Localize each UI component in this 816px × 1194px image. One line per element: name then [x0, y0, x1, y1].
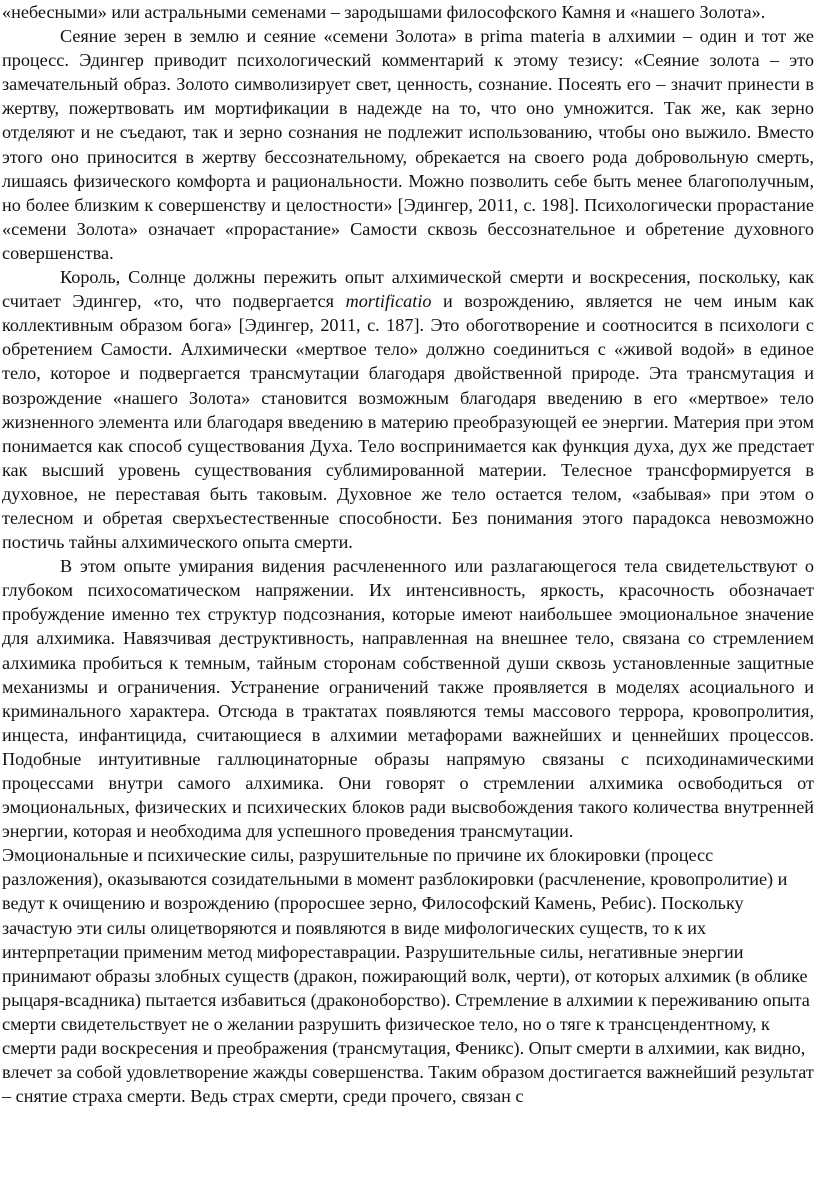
- paragraph-text: «небесными» или астральными семенами – зародышами философского Камня и «нашего Золота».: [2, 2, 766, 22]
- paragraph: [2, 265, 814, 554]
- paragraph: [2, 554, 814, 843]
- paragraph: [2, 843, 814, 1108]
- paragraph-text: Эмоциональные и психические силы, разрушительные по причине их блокировки (процесс разложения), оказываются созидательными в момент разблокировки (расчленение, кровопролитие) и ведут к очищению и возрождению (проросшее зерно, Философский Камень, Ребис). Поскольку зачастую эти силы олицетворяются и появляются в виде мифологических существ, то к их интерпретации применим метод мифореставрации. Разрушительные силы, негативные энергии принимают образы злобных существ (дракон, пожирающий волк, черти), от которых алхимик (в облике рыцаря-всадника) пытается избавиться (драконоборство). Стремление в алхимии к переживанию опыта смерти свидетельствует не о желании разрушить физическое тело, но о тяге к трансцендентному, к смерти ради воскресения и преображения (трансмутация, Феникс). Опыт смерти в алхимии, как видно, влечет за собой удовлетворение жажды совершенства. Таким образом достигается важнейший результат – снятие страха смерти. Ведь страх смерти, среди прочего, связан с: [2, 845, 814, 1107]
- paragraph: [2, 24, 814, 265]
- paragraph-text: Сеяние зерен в землю и сеяние «семени Золота» в prima materia в алхимии – один и тот же процесс. Эдингер приводит психологический комментарий к этому тезису: «Сеяние золота – это замечательный образ. Золото символизирует свет, ценность, сознание. Посеять его – значит принести в жертву, пожертвовать им мортификации в надежде на то, что оно умножится. Так же, как зерно отделяют и не съедают, так и зерно сознания не подлежит использованию, чтобы оно выжило. Вместо этого оно приносится в жертву бессознательному, обрекается на своего рода добровольную смерть, лишаясь физического комфорта и рациональности. Можно позволить себе быть менее благополучным, но более близким к совершенству и целостности» [Эдингер, 2011, с. 198]. Психологически прорастание «семени Золота» означает «прорастание» Самости сквозь бессознательное и обретение духовного совершенства.: [2, 26, 814, 263]
- paragraph-text: Король, Солнце должны пережить опыт алхимической смерти и воскресения, поскольку, как считает Эдингер, «то, что подвергается: [2, 267, 814, 312]
- paragraph-text: и возрождению, является не чем иным как коллективным образом бога» [Эдингер, 2011, с. 187]. Это обоготворение и соотносится в психологи с обретением Самости. Алхимически «мертвое тело» должно соединиться с «живой водой» в единое тело, которое и подвергается трансмутации благодаря двойственной природе. Эта трансмутация и возрождение «нашего Золота» становится возможным благодаря введению в его «мертвое» тело жизненного элемента или благодаря введению в материю преобразующей ее энергии. Материя при этом понимается как способ существования Духа. Тело воспринимается как функция духа, дух же предстает как высший уровень существования сублимированной материи. Телесное трансформируется в духовное, не переставая быть таковым. Духовное же тело остается телом, «забывая» при этом о телесном и обретая сверхъестественные способности. Без понимания этого парадокса невозможно постичь тайны алхимического опыта смерти.: [2, 291, 814, 553]
- paragraph-text: В этом опыте умирания видения расчлененного или разлагающегося тела свидетельствуют о глубоком психосоматическом напряжении. Их интенсивность, яркость, красочность обозначает пробуждение именно тех структур подсознания, которые имеют наибольшее эмоциональное значение для алхимика. Навязчивая деструктивность, направленная на внешнее тело, связана со стремлением алхимика пробиться к темным, тайным сторонам собственной души сквозь установленные защитные механизмы и ограничения. Устранение ограничений также проявляется в моделях асоциального и криминального характера. Отсюда в трактатах появляются темы массового террора, кровопролития, инцеста, инфантицида, считающиеся в алхимии метафорами важнейших и ценнейших процессов. Подобные интуитивные галлюцинаторные образы напрямую связаны с психодинамическими процессами внутри самого алхимика. Они говорят о стремлении алхимика освободиться от эмоциональных, физических и психических блоков ради высвобождения такого количества внутренней энергии, которая и необходима для успешного проведения трансмутации.: [2, 556, 814, 842]
- italic-term: mortificatio: [345, 291, 432, 312]
- paragraph: [2, 0, 814, 24]
